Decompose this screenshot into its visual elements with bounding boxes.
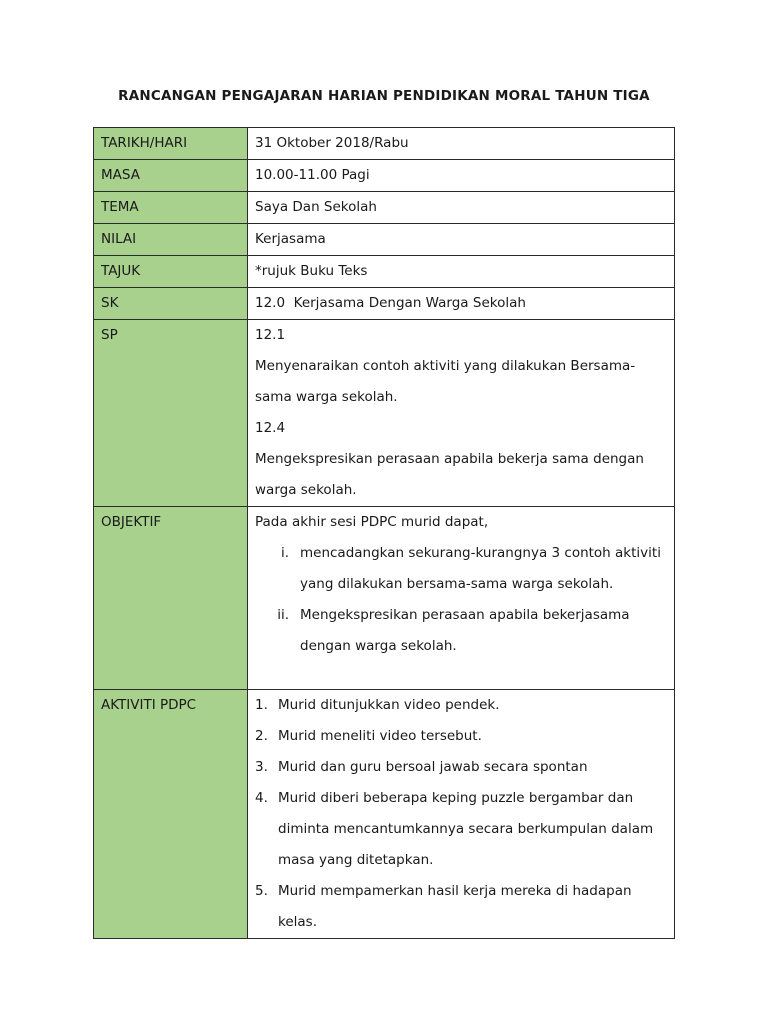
list-marker: ii. [277, 607, 289, 623]
aktiviti-line: diminta mencantumkannya secara berkumpulan dalam [278, 821, 654, 837]
lesson-plan-table [93, 127, 675, 939]
list-marker: 5. [255, 883, 268, 899]
aktiviti-item [255, 690, 668, 721]
page-title: RANCANGAN PENGAJARAN HARIAN PENDIDIKAN MORAL TAHUN TIGA [118, 88, 650, 104]
list-marker: 2. [255, 728, 268, 744]
objektif-line: Mengekspresikan perasaan apabila bekerjasama [300, 607, 630, 623]
row-objektif [94, 507, 675, 690]
value-aktiviti [248, 690, 675, 939]
label-objektif: OBJEKTIF [94, 507, 248, 690]
list-marker: i. [280, 545, 289, 561]
value-sp [248, 320, 675, 507]
aktiviti-line: Murid mempamerkan hasil kerja mereka di hadapan [278, 883, 632, 899]
value-masa: 10.00-11.00 Pagi [248, 160, 675, 192]
value-tema: Saya Dan Sekolah [248, 192, 675, 224]
row-masa [94, 160, 675, 192]
aktiviti-line: Murid dan guru bersoal jawab secara spontan [278, 759, 588, 775]
row-tema [94, 192, 675, 224]
list-marker: 4. [255, 790, 268, 806]
sp-line: warga sekolah. [255, 482, 357, 498]
row-tarikh [94, 128, 675, 160]
label-aktiviti: AKTIVITI PDPC [94, 690, 248, 939]
label-sk: SK [94, 288, 248, 320]
label-tema: TEMA [94, 192, 248, 224]
sp-line: sama warga sekolah. [255, 389, 398, 405]
aktiviti-item [255, 876, 668, 938]
aktiviti-line: Murid meneliti video tersebut. [278, 728, 482, 744]
label-sp: SP [94, 320, 248, 507]
aktiviti-line: Murid ditunjukkan video pendek. [278, 697, 500, 713]
objektif-item [255, 600, 668, 662]
sp-line: 12.4 [255, 420, 286, 436]
objektif-line: mencadangkan sekurang-kurangnya 3 contoh aktiviti [300, 545, 661, 561]
value-objektif [248, 507, 675, 690]
objektif-line: yang dilakukan bersama-sama warga sekolah. [300, 576, 614, 592]
aktiviti-line: masa yang ditetapkan. [278, 852, 434, 868]
aktiviti-item [255, 721, 668, 752]
value-sk: 12.0 Kerjasama Dengan Warga Sekolah [248, 288, 675, 320]
label-tajuk: TAJUK [94, 256, 248, 288]
value-tajuk: *rujuk Buku Teks [248, 256, 675, 288]
sp-line: Menyenaraikan contoh aktiviti yang dilakukan Bersama- [255, 358, 636, 374]
aktiviti-item [255, 783, 668, 876]
aktiviti-line: kelas. [278, 914, 317, 930]
objektif-intro: Pada akhir sesi PDPC murid dapat, [255, 514, 489, 530]
label-masa: MASA [94, 160, 248, 192]
row-aktiviti [94, 690, 675, 939]
value-tarikh: 31 Oktober 2018/Rabu [248, 128, 675, 160]
row-sk [94, 288, 675, 320]
value-nilai: Kerjasama [248, 224, 675, 256]
row-tajuk [94, 256, 675, 288]
label-tarikh: TARIKH/HARI [94, 128, 248, 160]
list-marker: 3. [255, 759, 268, 775]
aktiviti-item [255, 752, 668, 783]
sp-line: 12.1 [255, 327, 286, 343]
row-sp [94, 320, 675, 507]
sp-line: Mengekspresikan perasaan apabila bekerja sama dengan [255, 451, 644, 467]
row-nilai [94, 224, 675, 256]
aktiviti-line: Murid diberi beberapa keping puzzle bergambar dan [278, 790, 634, 806]
label-nilai: NILAI [94, 224, 248, 256]
objektif-item [255, 538, 668, 600]
list-marker: 1. [255, 697, 268, 713]
objektif-line: dengan warga sekolah. [300, 638, 457, 654]
